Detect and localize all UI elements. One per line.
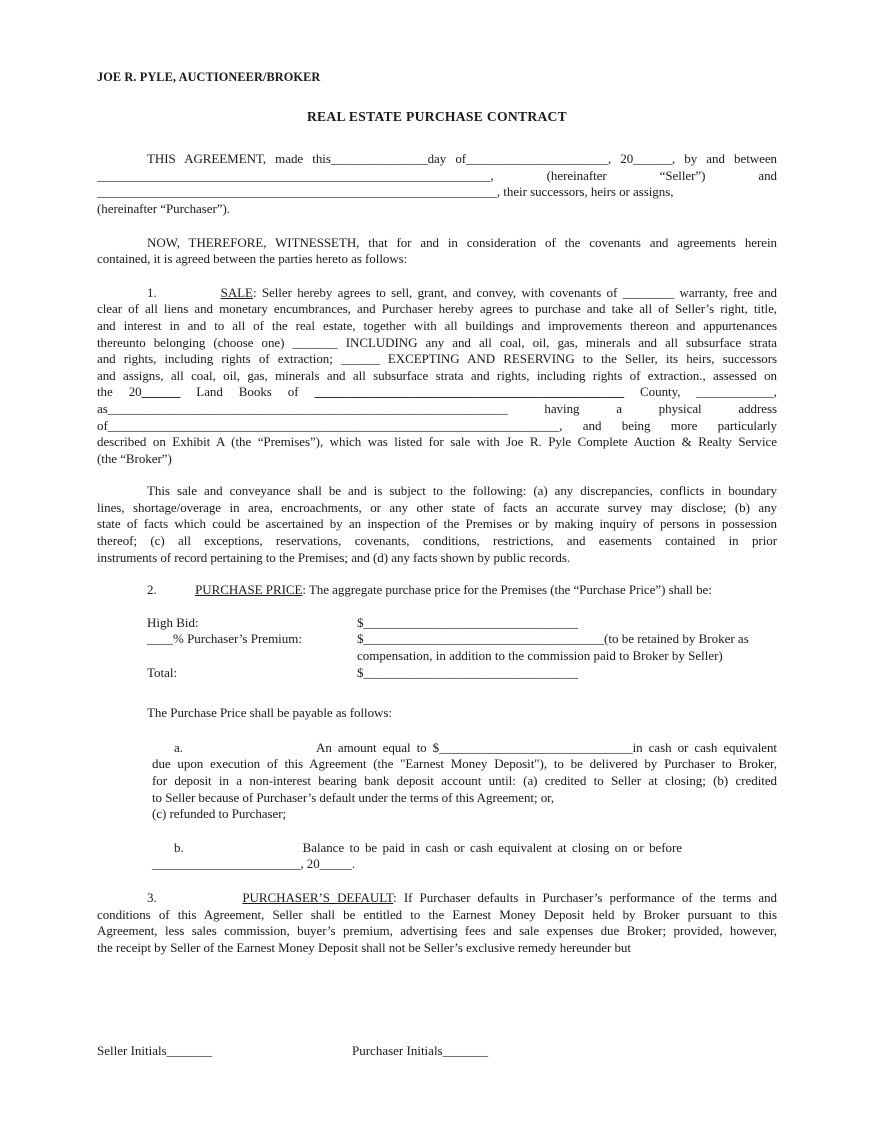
text-line: for deposit in a non-interest bearing bank deposit account until: (a) credited to Seller at closing; (b) credited: [152, 773, 777, 788]
text-line: The Purchase Price shall be payable as follows:: [147, 705, 392, 721]
balance-item-b: [97, 840, 777, 873]
price-row-value: $_________________________________: [357, 614, 578, 630]
price-row-value: $_________________________________: [357, 664, 578, 680]
page-title: REAL ESTATE PURCHASE CONTRACT: [306, 108, 568, 124]
broker-header: JOE R. PYLE, AUCTIONEER/BROKER: [97, 70, 321, 84]
earnest-money-item-a: [97, 740, 777, 806]
price-table-row: [147, 665, 777, 682]
text-line: state of facts which could be ascertained by an inspection of the Premises or by making inquiry of persons in possession: [97, 516, 777, 532]
text-line: and rights, including rights of extraction; ______ EXCEPTING AND RESERVING to the Seller, its heirs, successors: [97, 351, 777, 367]
section-1-sale: [97, 285, 777, 468]
blank-field: ________________________________________________: [314, 384, 625, 400]
text-line: Agreement, less sales commission, buyer’s premium, advertising fees and sale expenses due Broker; provided, however,: [97, 923, 777, 939]
text-line: THIS AGREEMENT, made this_______________day of______________________, 20______, by and between: [147, 151, 777, 167]
text-line: and assigns, all coal, oil, gas, minerals and all subsurface strata and rights, including rights of extraction., assessed on: [97, 367, 777, 383]
text-line: clear of all liens and monetary encumbrances, and Purchaser hereby agrees to purchase and take all of Seller’s right, title,: [97, 301, 777, 317]
text-line: NOW, THEREFORE, WITNESSETH, that for and in consideration of the covenants and agreements herein: [147, 234, 777, 250]
text-line: of______________________________________________________________________, and being more particularly: [97, 417, 777, 433]
text-line: 3. PURCHASER’S DEFAULT: If Purchaser defaults in Purchaser’s performance of the terms and: [147, 889, 777, 905]
section-2-purchase-price-heading: [97, 582, 777, 599]
price-row-label: High Bid:: [147, 614, 199, 630]
seller-initials-line: Seller Initials_______: [97, 1043, 213, 1058]
price-row-label: [147, 648, 357, 665]
text-line: the receipt by Seller of the Earnest Money Deposit shall not be Seller’s exclusive remedy hereunder but: [97, 939, 631, 955]
underlined-heading: SALE: [220, 284, 253, 300]
text-line: ______________________________________________________________, their successors, heirs or assigns,: [97, 184, 674, 200]
intro-paragraph-part1: [97, 151, 777, 184]
initials-footer: [97, 1043, 777, 1060]
text-line: the 20______ Land Books of ________________________________________________ County, ____________,: [97, 384, 777, 400]
price-row-value: compensation, in addition to the commission paid to Broker by Seller): [357, 648, 723, 664]
text-line: a. An amount equal to $______________________________in cash or cash equivalent: [174, 739, 777, 755]
text-line: (c) refunded to Purchaser;: [152, 806, 287, 822]
text-line: conditions of this Agreement, Seller shall be entitled to the Earnest Money Deposit held by Broker pursuant to this: [97, 906, 777, 922]
text-line: due upon execution of this Agreement (the "Earnest Money Deposit"), to be delivered by Purchaser to Broker,: [152, 756, 777, 772]
price-table-row: [147, 631, 777, 648]
text-line: as______________________________________________________________ having a physical address: [97, 400, 777, 416]
witnesseth-paragraph: [97, 235, 777, 268]
earnest-money-item-c: [97, 806, 777, 823]
text-line: instruments of record pertaining to the Premises; and (d) any facts shown by public records.: [97, 549, 571, 565]
text-line: 1. SALE: Seller hereby agrees to sell, grant, and convey, with covenants of ________ warranty, free and: [147, 284, 777, 300]
underlined-heading: PURCHASE PRICE: [195, 582, 303, 598]
conveyance-paragraph: [97, 483, 777, 566]
text-line: _______________________, 20_____.: [152, 856, 356, 872]
text-line: lines, shortage/overage in area, encroachments, or any other state of facts an accurate survey may disclose; (b) any: [97, 499, 777, 515]
price-row-label: ____% Purchaser’s Premium:: [147, 631, 303, 647]
price-row-label: Total:: [147, 664, 178, 680]
text-line: to Seller because of Purchaser’s default under the terms of this Agreement; or,: [152, 789, 555, 805]
price-row-value: $_____________________________________(to be retained by Broker as: [357, 631, 749, 647]
price-table-row: [147, 615, 777, 632]
price-table: [97, 615, 777, 681]
text-line: described on Exhibit A (the “Premises”), which was listed for sale with Joe R. Pyle Complete Auction & Realty Service: [97, 434, 777, 450]
text-line: (hereinafter “Purchaser”).: [97, 200, 230, 216]
blank-field: ______: [141, 384, 181, 400]
text-line: _____________________________________________________________, (hereinafter “Seller”) and: [97, 167, 777, 183]
text-line: thereof; (c) all exceptions, reservations, covenants, conditions, restrictions, and easements contained in prior: [97, 533, 777, 549]
text-line: thereunto belonging (choose one) _______ INCLUDING any and all coal, oil, gas, minerals and all subsurface strata: [97, 334, 777, 350]
text-line: This sale and conveyance shall be and is subject to the following: (a) any discrepancies, conflicts in boundary: [147, 483, 777, 499]
payable-line: [97, 705, 777, 722]
intro-paragraph-part2: [97, 184, 777, 217]
underlined-heading: PURCHASER’S DEFAULT: [242, 889, 394, 905]
text-line: and interest in and to all of the real estate, together with all buildings and improvements thereon and appurtenances: [97, 317, 777, 333]
text-line: contained, it is agreed between the parties hereto as follows:: [97, 251, 408, 267]
price-table-row: [147, 648, 777, 665]
text-line: 2. PURCHASE PRICE: The aggregate purchase price for the Premises (the “Purchase Price”) shall be:: [147, 582, 712, 598]
text-line: (the “Broker”): [97, 450, 172, 466]
text-line: b. Balance to be paid in cash or cash equivalent at closing on or before: [174, 839, 682, 855]
section-3-purchasers-default: [97, 890, 777, 956]
purchaser-initials-line: Purchaser Initials_______: [352, 1043, 489, 1058]
